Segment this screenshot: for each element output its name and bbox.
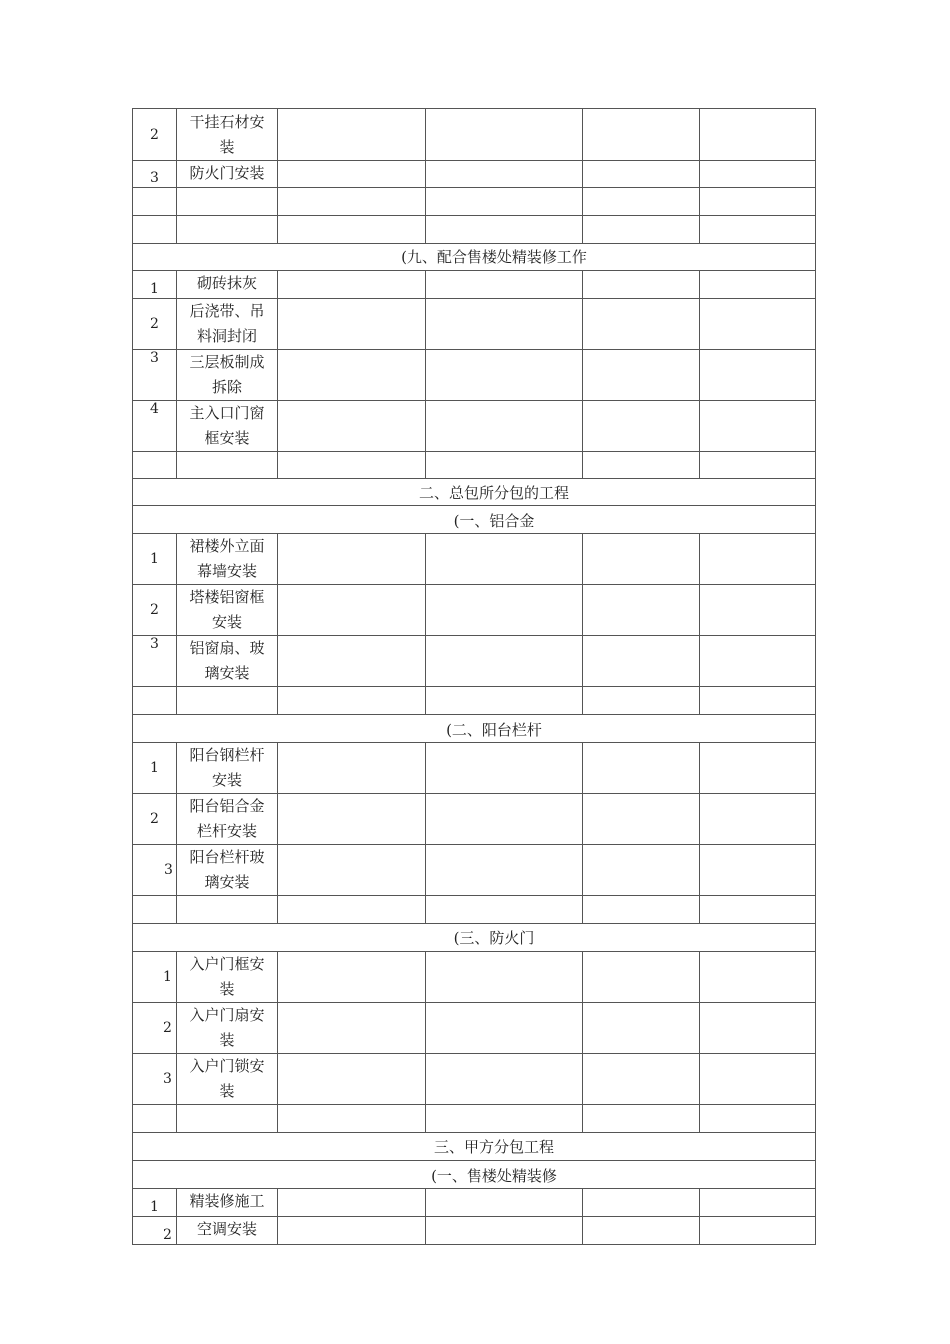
blank-cell xyxy=(278,271,426,299)
table-row xyxy=(133,299,816,350)
table-row xyxy=(133,161,816,188)
blank-cell xyxy=(426,585,583,636)
blank-cell xyxy=(583,743,700,794)
blank-cell xyxy=(583,452,700,479)
blank-cell xyxy=(700,1189,816,1217)
item-name: 铝窗扇、玻璃安装 xyxy=(177,636,278,687)
blank-cell xyxy=(583,952,700,1003)
blank-cell xyxy=(583,1217,700,1245)
section-title: (九、配合售楼处精装修工作 xyxy=(133,244,816,271)
blank-cell xyxy=(583,794,700,845)
item-name: 阳台栏杆玻璃安装 xyxy=(177,845,278,896)
blank-cell xyxy=(583,845,700,896)
table-row xyxy=(133,401,816,452)
item-number: 2 xyxy=(133,794,177,845)
item-number: 2 xyxy=(133,1003,177,1054)
empty-row xyxy=(133,452,816,479)
blank-cell xyxy=(583,216,700,244)
blank-cell xyxy=(278,687,426,715)
blank-cell xyxy=(583,161,700,188)
blank-cell xyxy=(700,534,816,585)
blank-cell xyxy=(700,952,816,1003)
section-header-row xyxy=(133,1161,816,1189)
blank-cell xyxy=(426,845,583,896)
blank-cell xyxy=(278,299,426,350)
blank-cell xyxy=(426,161,583,188)
item-number: 3 xyxy=(133,1054,177,1105)
item-name: 干挂石材安装 xyxy=(177,109,278,161)
table-row xyxy=(133,636,816,687)
empty-row xyxy=(133,896,816,924)
blank-cell xyxy=(700,1105,816,1133)
blank-cell xyxy=(583,1105,700,1133)
blank-cell xyxy=(700,401,816,452)
item-name xyxy=(177,687,278,715)
blank-cell xyxy=(278,1003,426,1054)
blank-cell xyxy=(700,216,816,244)
blank-cell xyxy=(426,1105,583,1133)
item-number: 1 xyxy=(133,1189,177,1217)
item-number: 1 xyxy=(133,534,177,585)
blank-cell xyxy=(700,687,816,715)
blank-cell xyxy=(426,188,583,216)
table-row xyxy=(133,743,816,794)
blank-cell xyxy=(426,1003,583,1054)
blank-cell xyxy=(426,1189,583,1217)
table-row xyxy=(133,952,816,1003)
blank-cell xyxy=(278,109,426,161)
schedule-table xyxy=(132,108,816,1245)
item-name: 三层板制成拆除 xyxy=(177,350,278,401)
section-title: (二、阳台栏杆 xyxy=(133,715,816,743)
blank-cell xyxy=(278,1105,426,1133)
blank-cell xyxy=(700,636,816,687)
table-row xyxy=(133,109,816,161)
blank-cell xyxy=(700,794,816,845)
blank-cell xyxy=(278,952,426,1003)
item-number: 2 xyxy=(133,109,177,161)
blank-cell xyxy=(700,845,816,896)
table-row xyxy=(133,794,816,845)
blank-cell xyxy=(700,1003,816,1054)
empty-row xyxy=(133,188,816,216)
item-number: 1 xyxy=(133,743,177,794)
blank-cell xyxy=(278,1054,426,1105)
blank-cell xyxy=(700,1054,816,1105)
blank-cell xyxy=(278,794,426,845)
item-number xyxy=(133,896,177,924)
blank-cell xyxy=(426,534,583,585)
item-number: 3 xyxy=(133,350,177,401)
blank-cell xyxy=(700,161,816,188)
blank-cell xyxy=(583,896,700,924)
blank-cell xyxy=(278,585,426,636)
item-number: 2 xyxy=(133,1217,177,1245)
table-row xyxy=(133,1189,816,1217)
blank-cell xyxy=(583,585,700,636)
blank-cell xyxy=(426,687,583,715)
section-title: (一、铝合金 xyxy=(133,506,816,534)
blank-cell xyxy=(583,1189,700,1217)
blank-cell xyxy=(426,401,583,452)
blank-cell xyxy=(426,952,583,1003)
item-name xyxy=(177,1105,278,1133)
blank-cell xyxy=(583,109,700,161)
item-number: 1 xyxy=(133,952,177,1003)
blank-cell xyxy=(278,350,426,401)
item-name xyxy=(177,216,278,244)
blank-cell xyxy=(700,271,816,299)
item-number: 3 xyxy=(133,845,177,896)
item-number: 3 xyxy=(133,636,177,687)
empty-row xyxy=(133,1105,816,1133)
item-name: 入户门扇安装 xyxy=(177,1003,278,1054)
item-name: 后浇带、吊料洞封闭 xyxy=(177,299,278,350)
blank-cell xyxy=(426,299,583,350)
blank-cell xyxy=(426,452,583,479)
section-header-row xyxy=(133,506,816,534)
blank-cell xyxy=(700,452,816,479)
item-number: 2 xyxy=(133,585,177,636)
item-number xyxy=(133,687,177,715)
item-name: 精装修施工 xyxy=(177,1189,278,1217)
item-name: 阳台铝合金栏杆安装 xyxy=(177,794,278,845)
item-name: 入户门锁安装 xyxy=(177,1054,278,1105)
item-name: 裙楼外立面幕墙安装 xyxy=(177,534,278,585)
item-name: 阳台钢栏杆安装 xyxy=(177,743,278,794)
blank-cell xyxy=(700,743,816,794)
blank-cell xyxy=(583,188,700,216)
table-row xyxy=(133,1054,816,1105)
item-name: 空调安装 xyxy=(177,1217,278,1245)
section-title: (一、售楼处精装修 xyxy=(133,1161,816,1189)
item-number xyxy=(133,188,177,216)
blank-cell xyxy=(426,794,583,845)
table-row xyxy=(133,1003,816,1054)
blank-cell xyxy=(278,1189,426,1217)
blank-cell xyxy=(426,636,583,687)
item-name xyxy=(177,896,278,924)
item-number: 1 xyxy=(133,271,177,299)
item-number: 3 xyxy=(133,161,177,188)
item-number: 4 xyxy=(133,401,177,452)
blank-cell xyxy=(278,401,426,452)
blank-cell xyxy=(426,1054,583,1105)
table-row xyxy=(133,271,816,299)
section-header-row xyxy=(133,479,816,506)
item-name xyxy=(177,188,278,216)
item-name: 塔楼铝窗框安装 xyxy=(177,585,278,636)
blank-cell xyxy=(583,299,700,350)
item-name xyxy=(177,452,278,479)
item-number xyxy=(133,452,177,479)
schedule-table-body xyxy=(133,109,816,1245)
blank-cell xyxy=(278,452,426,479)
blank-cell xyxy=(700,188,816,216)
table-row xyxy=(133,534,816,585)
item-name: 防火门安装 xyxy=(177,161,278,188)
blank-cell xyxy=(583,350,700,401)
table-row xyxy=(133,845,816,896)
blank-cell xyxy=(426,743,583,794)
blank-cell xyxy=(278,216,426,244)
section-title: (三、防火门 xyxy=(133,924,816,952)
section-header-row xyxy=(133,715,816,743)
blank-cell xyxy=(278,188,426,216)
blank-cell xyxy=(426,216,583,244)
blank-cell xyxy=(583,1003,700,1054)
blank-cell xyxy=(278,743,426,794)
section-header-row xyxy=(133,1133,816,1161)
blank-cell xyxy=(583,534,700,585)
blank-cell xyxy=(278,161,426,188)
blank-cell xyxy=(278,636,426,687)
blank-cell xyxy=(278,845,426,896)
item-name: 入户门框安装 xyxy=(177,952,278,1003)
table-row xyxy=(133,1217,816,1245)
item-name: 主入口门窗框安装 xyxy=(177,401,278,452)
blank-cell xyxy=(278,1217,426,1245)
item-name: 砌砖抹灰 xyxy=(177,271,278,299)
item-number xyxy=(133,216,177,244)
blank-cell xyxy=(278,534,426,585)
section-title: 二、总包所分包的工程 xyxy=(133,479,816,506)
blank-cell xyxy=(426,1217,583,1245)
blank-cell xyxy=(700,896,816,924)
blank-cell xyxy=(700,299,816,350)
blank-cell xyxy=(426,271,583,299)
table-row xyxy=(133,585,816,636)
section-header-row xyxy=(133,244,816,271)
blank-cell xyxy=(583,1054,700,1105)
item-number xyxy=(133,1105,177,1133)
blank-cell xyxy=(700,585,816,636)
blank-cell xyxy=(426,109,583,161)
blank-cell xyxy=(583,636,700,687)
item-number: 2 xyxy=(133,299,177,350)
blank-cell xyxy=(700,350,816,401)
blank-cell xyxy=(426,350,583,401)
blank-cell xyxy=(426,896,583,924)
empty-row xyxy=(133,687,816,715)
blank-cell xyxy=(700,109,816,161)
blank-cell xyxy=(583,401,700,452)
section-header-row xyxy=(133,924,816,952)
blank-cell xyxy=(700,1217,816,1245)
blank-cell xyxy=(583,687,700,715)
section-title: 三、甲方分包工程 xyxy=(133,1133,816,1161)
blank-cell xyxy=(583,271,700,299)
table-row xyxy=(133,350,816,401)
empty-row xyxy=(133,216,816,244)
blank-cell xyxy=(278,896,426,924)
